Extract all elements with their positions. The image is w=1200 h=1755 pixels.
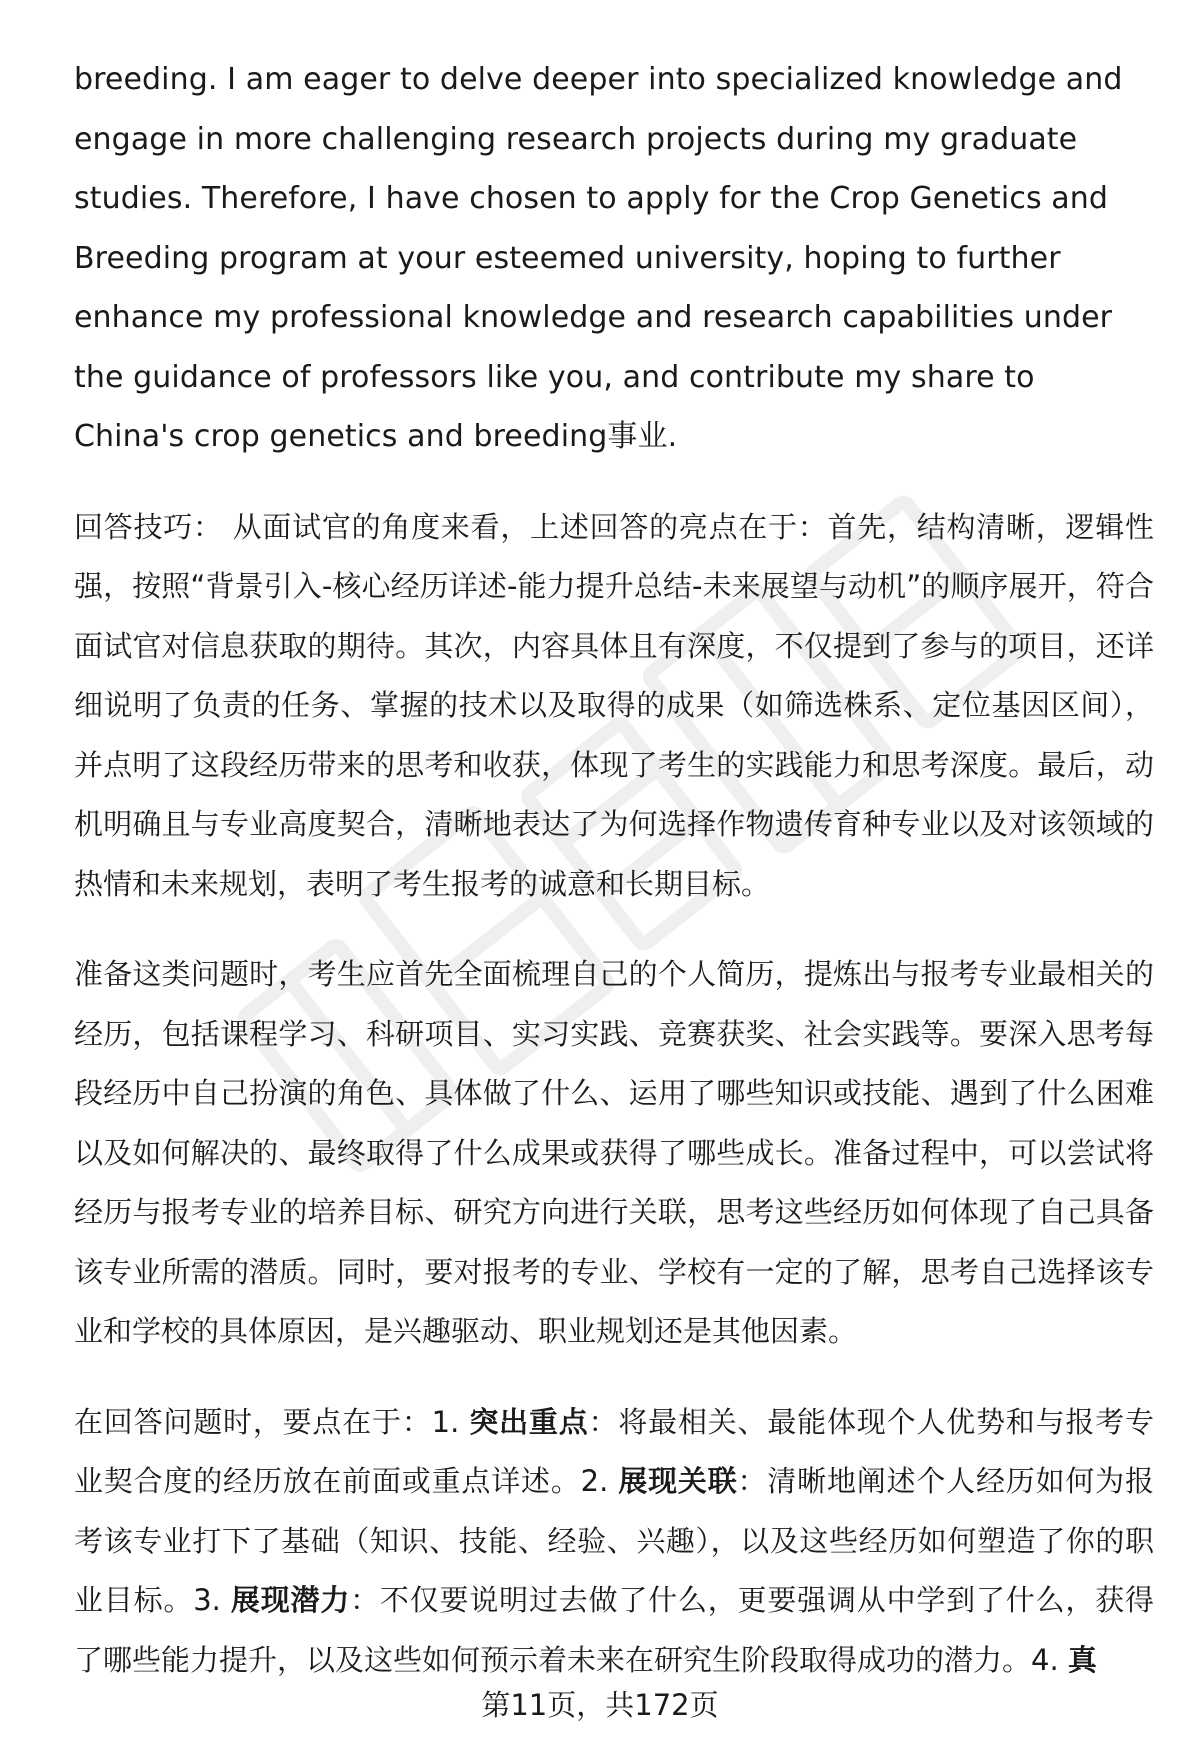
paragraph-preparation: 准备这类问题时，考生应首先全面梳理自己的个人简历，提炼出与报考专业最相关的经历，包括课程学习、科研项目、实习实践、竞赛获奖、社会实践等。要深入思考每段经历中自己扮演的角色、具体做了什么、运用了哪些知识或技能、遇到了什么困难以及如何解决的、最终取得了什么成果或获得了哪些成长。准备过程中，可以尝试将经历与报考专业的培养目标、研究方向进行关联，思考这些经历如何体现了自己具备该专业所需的潜质。同时，要对报考的专业、学校有一定的了解，思考自己选择该专业和学校的具体原因，是兴趣驱动、职业规划还是其他因素。 (74, 957, 1154, 1348)
key-point-2-text: ：清晰地阐述个人经历如何为报考该专业打下了基础（知识、技能、经验、兴趣），以及这些经历如何塑造了你的职业目标。3. (74, 1464, 1154, 1617)
key-points-intro: 在回答问题时，要点在于：1. (74, 1404, 470, 1439)
key-point-1-text: ：将最相关、最能体现个人优势和与报考专业契合度的经历放在前面或重点详述。2. (74, 1404, 1154, 1498)
paragraph-key-points (74, 1393, 1154, 1691)
key-point-4-title: 真 (1067, 1642, 1097, 1677)
key-point-2-title: 展现关联 (618, 1464, 738, 1498)
paragraph-answer-tips: 回答技巧： 从面试官的角度来看，上述回答的亮点在于：首先，结构清晰，逻辑性强，按照“背景引入-核心经历详述-能力提升总结-未来展望与动机”的顺序展开，符合面试官对信息获取的期待。其次，内容具体且有深度，不仅提到了参与的项目，还详细说明了负责的任务、掌握的技术以及取得的成果（如筛选株系、定位基因区间），并点明了这段经历带来的思考和收获，体现了考生的实践能力和思考深度。最后，动机明确且与专业高度契合，清晰地表达了为何选择作物遗传育种专业以及对该领域的热情和未来规划，表明了考生报考的诚意和长期目标。 (74, 509, 1154, 901)
key-point-3-text: ：不仅要说明过去做了什么，更要强调从中学到了什么，获得了哪些能力提升，以及这些如何预示着未来在研究生阶段取得成功的潜力。4. (74, 1583, 1154, 1677)
key-point-3-title: 展现潜力 (230, 1583, 351, 1617)
key-point-1-title: 突出重点 (469, 1404, 589, 1439)
page-number: 第11页，共172页 (481, 1688, 719, 1722)
document-body (74, 50, 1154, 1721)
paragraph-english-answer: breeding. I am eager to delve deeper into specialized knowledge and engage in more challenging research projects during my graduate studies. Therefore, I have chosen to apply for the Crop Genetics and Breeding program at your esteemed university, hoping to further enhance my professional knowledge and research capabilities under the guidance of professors like you, and contribute my share to China's crop genetics and breeding事业. (74, 62, 1123, 454)
